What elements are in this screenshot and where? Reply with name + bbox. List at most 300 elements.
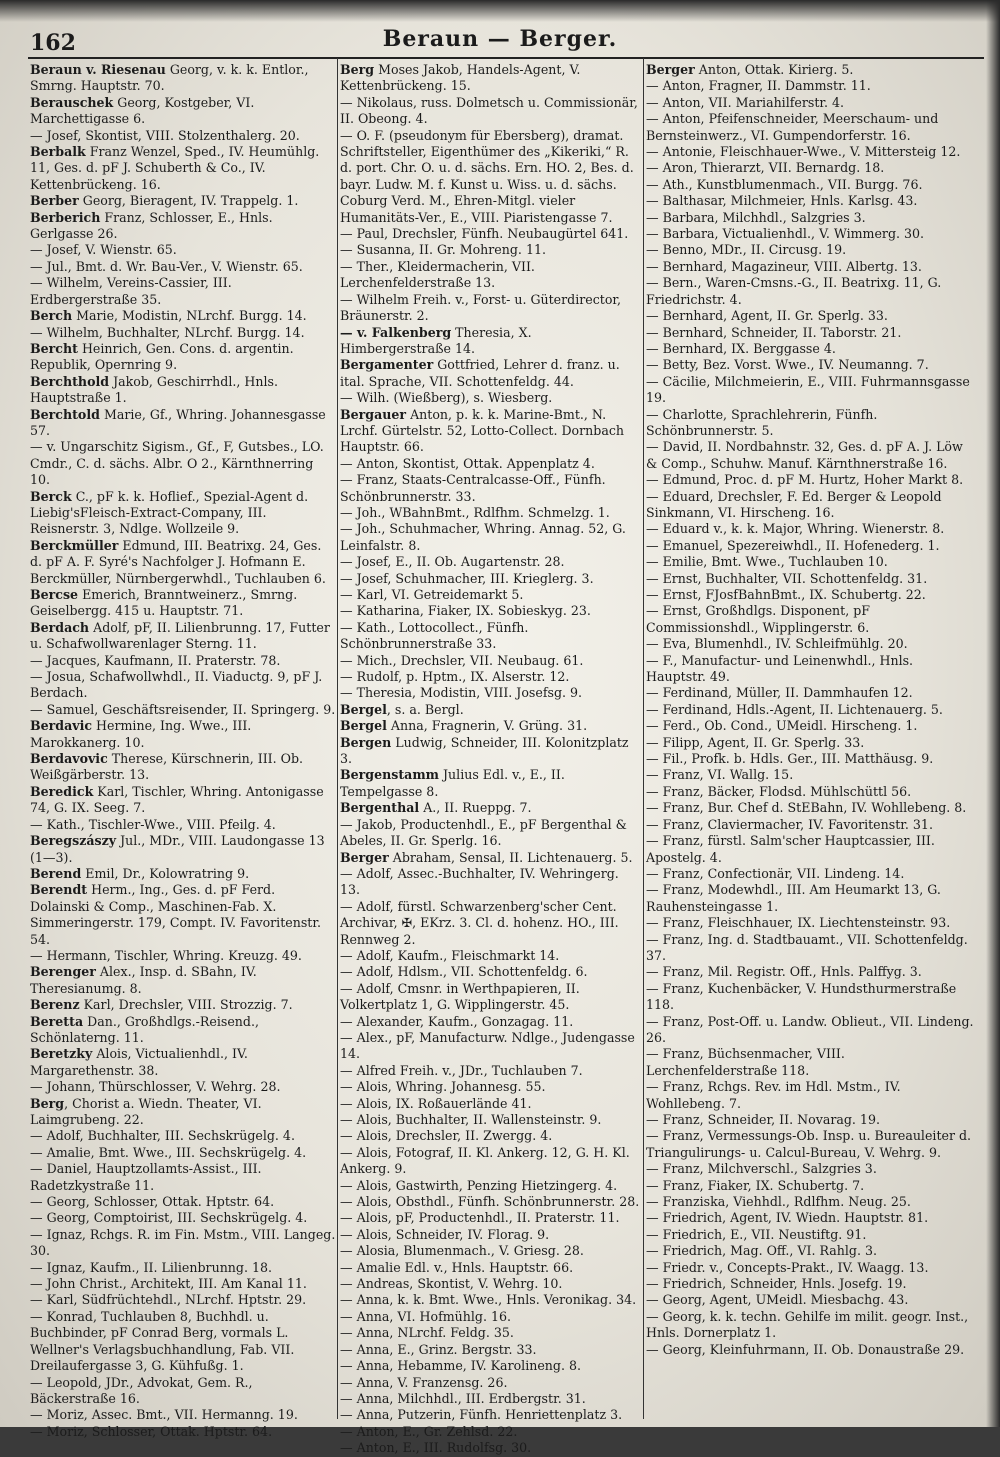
directory-entry <box>30 1128 336 1144</box>
entry-text: — Josef, Schuhmacher, III. Krieglerg. 3. <box>340 570 594 586</box>
entry-text: Therese, Kürschnerin, III. Ob. Weißgärberstr. 13. <box>30 751 304 783</box>
entry-text: — Franz, Bur. Chef d. StEBahn, IV. Wohllebeng. 8. <box>646 800 967 816</box>
directory-entry <box>30 407 336 440</box>
directory-entry <box>340 1276 642 1292</box>
entry-text: Moses Jakob, Handels-Agent, V. Kettenbrückeng. 15. <box>340 62 581 94</box>
entry-text: — Fil., Profk. b. Hdls. Ger., III. Matthäusg. 9. <box>646 751 934 767</box>
entry-text: — Alois, pF, Productenhdl., II. Praterstr. 11. <box>340 1210 620 1226</box>
entry-text: — Franz, Fiaker, IX. Schubertg. 7. <box>646 1177 865 1193</box>
entry-text: — Karl, VI. Getreidemarkt 5. <box>340 587 524 602</box>
entry-text: — Cäcilie, Milchmeierin, E., VIII. Fuhrmannsgasse 19. <box>646 373 970 406</box>
entry-text: — David, II. Nordbahnstr. 32, Ges. d. pF A. J. Löw & Comp., Schuhw. Manuf. Kärnthnerstraße 16. <box>646 439 963 471</box>
directory-entry <box>340 456 642 472</box>
directory-entry <box>646 735 976 751</box>
directory-entry <box>646 407 976 440</box>
entry-text: — Alosia, Blumenmach., V. Griesg. 28. <box>340 1243 584 1259</box>
directory-entry <box>340 1227 642 1243</box>
directory-entry <box>646 341 976 357</box>
entry-text: — Alex., pF, Manufacturw. Ndlge., Judengasse 14. <box>340 1029 635 1062</box>
entry-text: — Ernst, Großhdlgs. Disponent, pF Commissionshdl., Wipplingerstr. 6. <box>646 603 871 635</box>
directory-entry <box>340 866 642 899</box>
page-number: 162 <box>30 30 76 56</box>
directory-entry <box>30 1375 336 1408</box>
directory-entry <box>646 1260 976 1276</box>
directory-entry <box>340 1178 642 1194</box>
entry-text: A., II. Rueppg. 7. <box>419 800 532 816</box>
directory-entry <box>340 1260 642 1276</box>
directory-entry <box>646 932 976 965</box>
entry-text: — Franz, Ing. d. Stadtbauamt., VII. Schottenfeldg. 37. <box>646 931 968 963</box>
entry-text: — Anna, V. Franzensg. 26. <box>340 1374 508 1390</box>
entry-text: — Anna, k. k. Bmt. Wwe., Hnls. Veronikag. 34. <box>340 1292 637 1308</box>
directory-entry <box>340 1440 642 1456</box>
entry-text: — Johann, Thürschlosser, V. Wehrg. 28. <box>30 1079 281 1095</box>
entry-text: — Paul, Drechsler, Fünfh. Neubaugürtel 641. <box>340 226 629 242</box>
entry-text: , Chorist a. Wiedn. Theater, VI. Laimgrubeng. 22. <box>30 1095 262 1127</box>
entry-text: — Alois, Buchhalter, II. Wallensteinstr. 9. <box>340 1112 602 1127</box>
entry-text: — Josef, E., II. Ob. Augartenstr. 28. <box>340 554 565 570</box>
entry-surname: Berdach <box>30 619 90 635</box>
entry-surname: Berger <box>646 62 695 77</box>
directory-entry <box>30 1046 336 1079</box>
entry-text: — Anton, E., III. Rudolfsg. 30. <box>340 1440 532 1456</box>
entry-text: — Moriz, Assec. Bmt., VII. Hermanng. 19. <box>30 1407 298 1423</box>
directory-entry <box>646 1194 976 1210</box>
entry-text: — Katharina, Fiaker, IX. Sobieskyg. 23. <box>340 603 591 619</box>
directory-entry <box>340 325 642 358</box>
directory-entry <box>30 1079 336 1095</box>
entry-text: — Konrad, Tuchlauben 8, Buchhdl. u. Buchbinder, pF Conrad Berg, vormals L. Wellner's Verlagsbuchhandlung, Fab. VII. Dreilaufergasse 3, G. Kühfußg. 1. <box>30 1308 295 1374</box>
directory-entry <box>30 964 336 997</box>
entry-text: — Josua, Schafwollwhdl., II. Viaductg. 9, pF J. Berdach. <box>30 669 323 701</box>
directory-entry <box>30 669 336 702</box>
directory-entry <box>646 489 976 522</box>
entry-text: — Adolf, Cmsnr. in Werthpapieren, II. Volkertplatz 1, G. Wipplingerstr. 45. <box>340 980 580 1013</box>
entry-text: — Amalie Edl. v., Hnls. Hauptstr. 66. <box>340 1259 574 1275</box>
directory-entry <box>30 210 336 243</box>
directory-entry <box>646 177 976 193</box>
directory-entry <box>30 997 336 1013</box>
directory-entry <box>30 653 336 669</box>
entry-surname: Berberich <box>30 209 101 225</box>
entry-text: — Samuel, Geschäftsreisender, II. Springerg. 9. <box>30 701 336 717</box>
directory-entry <box>646 833 976 866</box>
entry-text: — Joh., Schuhmacher, Whring. Annag. 52, G. Leinfalstr. 8. <box>340 521 626 553</box>
entry-surname: — v. Falkenberg <box>340 324 452 340</box>
entry-text: — Ignaz, Kaufm., II. Lilienbrunng. 18. <box>30 1259 273 1275</box>
directory-entry <box>30 784 336 817</box>
entry-text: — Franz, Post-Off. u. Landw. Oblieut., VII. Lindeng. 26. <box>646 1013 974 1045</box>
entry-text: — Eduard, Drechsler, F. Ed. Berger & Leopold Sinkmann, VI. Hirscheng. 16. <box>646 488 942 520</box>
directory-entry <box>340 685 642 701</box>
directory-entry <box>340 702 642 718</box>
directory-entry <box>340 767 642 800</box>
entry-text: — Alois, Obsthdl., Fünfh. Schönbrunnerstr. 28. <box>340 1194 640 1210</box>
entry-surname: Berg <box>340 62 375 77</box>
entry-surname: Berckmüller <box>30 537 119 553</box>
entry-text: — Jul., Bmt. d. Wr. Bau-Ver., V. Wienstr. 65. <box>30 258 303 274</box>
entry-text: — Aron, Thierarzt, VII. Bernardg. 18. <box>646 160 885 176</box>
column-1 <box>30 62 336 1439</box>
entry-text: — Mich., Drechsler, VII. Neubaug. 61. <box>340 652 584 668</box>
entry-text: — Franz, Claviermacher, IV. Favoritenstr. 31. <box>646 816 933 832</box>
directory-entry <box>340 390 642 406</box>
entry-surname: Bercht <box>30 340 78 356</box>
entry-surname: Berg <box>30 1095 65 1111</box>
entry-text: Theresia, X. Himbergerstraße 14. <box>340 324 532 356</box>
entry-surname: Berenger <box>30 964 96 980</box>
directory-entry <box>646 784 976 800</box>
entry-text: — Alfred Freih. v., JDr., Tuchlauben 7. <box>340 1062 583 1078</box>
entry-text: — Friedrich, Schneider, Hnls. Josefg. 19. <box>646 1276 907 1292</box>
entry-text: Gottfried, Lehrer d. franz. u. ital. Sprache, VII. Schottenfeldg. 44. <box>340 357 620 389</box>
directory-entry <box>30 325 336 341</box>
entry-surname: Bergel <box>340 701 387 717</box>
entry-text: Ludwig, Schneider, III. Kolonitzplatz 3. <box>340 734 629 767</box>
entry-surname: Bergel <box>340 718 387 734</box>
directory-entry <box>340 1079 642 1095</box>
entry-text: — Nikolaus, russ. Dolmetsch u. Commissionär, II. Obeong. 4. <box>340 94 638 127</box>
directory-entry <box>646 325 976 341</box>
directory-entry <box>646 308 976 324</box>
entry-text: — Alois, Fotograf, II. Kl. Ankerg. 12, G. H. Kl. Ankerg. 9. <box>340 1144 630 1177</box>
directory-entry <box>340 850 642 866</box>
directory-entry <box>340 1325 642 1341</box>
entry-text: Emerich, Branntweinerz., Smrng. Geiselbergg. 415 u. Hauptstr. 71. <box>30 587 298 619</box>
directory-entry <box>646 111 976 144</box>
directory-entry <box>646 275 976 308</box>
directory-entry <box>646 636 976 652</box>
directory-entry <box>30 1096 336 1129</box>
entry-text: — Adolf, Hdlsm., VII. Schottenfeldg. 6. <box>340 964 588 980</box>
entry-text: — Alois, Gastwirth, Penzing Hietzingerg. 4. <box>340 1177 618 1193</box>
entry-text: — Georg, Kleinfuhrmann, II. Ob. Donaustraße 29. <box>646 1341 965 1357</box>
directory-entry <box>340 1145 642 1178</box>
directory-entry <box>340 292 642 325</box>
entry-text: — Antonie, Fleischhauer-Wwe., V. Mittersteig 12. <box>646 144 961 160</box>
entry-text: — Emanuel, Spezereiwhdl., II. Hofenederg. 1. <box>646 537 940 553</box>
entry-text: — Ferd., Ob. Cond., UMeidl. Hirscheng. 1. <box>646 718 918 734</box>
directory-entry <box>30 341 336 374</box>
entry-text: — Franz, VI. Wallg. 15. <box>646 767 794 783</box>
entry-text: — Franz, Mil. Registr. Off., Hnls. Palffyg. 3. <box>646 964 922 980</box>
directory-entry <box>30 489 336 538</box>
directory-entry <box>30 587 336 620</box>
entry-surname: Beregszászy <box>30 833 117 849</box>
directory-entry <box>30 95 336 128</box>
directory-entry <box>340 948 642 964</box>
directory-entry <box>646 1276 976 1292</box>
directory-entry <box>646 160 976 176</box>
directory-entry <box>646 1292 976 1308</box>
directory-entry <box>340 95 642 128</box>
entry-text: — Kath., Lottocollect., Fünfh. Schönbrunnerstraße 33. <box>340 619 529 652</box>
directory-entry <box>340 505 642 521</box>
entry-text: — Franz, Büchsenmacher, VIII. Lerchenfelderstraße 118. <box>646 1046 845 1078</box>
entry-text: Herm., Ing., Ges. d. pF Ferd. Dolainski & Comp., Maschinen-Fab. X. Simmeringerstr. 179, Compt. IV. Favoritenstr. 54. <box>30 882 321 947</box>
directory-entry <box>30 866 336 882</box>
directory-entry <box>646 1227 976 1243</box>
directory-entry <box>646 1079 976 1112</box>
directory-entry <box>340 1407 642 1423</box>
entry-text: — Franz, Vermessungs-Ob. Insp. u. Bureauleiter d. Triangulirungs- u. Calcul-Bureau, V. Wehrg. 9. <box>646 1128 972 1160</box>
column-rule <box>643 58 644 1419</box>
directory-entry <box>340 1342 642 1358</box>
entry-text: — Anna, Putzerin, Fünfh. Henriettenplatz 3. <box>340 1407 623 1423</box>
directory-entry <box>646 259 976 275</box>
entry-text: — Franz, Milchverschl., Salzgries 3. <box>646 1161 877 1177</box>
directory-entry <box>30 374 336 407</box>
directory-entry <box>30 817 336 833</box>
directory-entry <box>340 62 642 95</box>
directory-entry <box>646 571 976 587</box>
entry-surname: Berch <box>30 308 73 324</box>
entry-text: — Ferdinand, Hdls.-Agent, II. Lichtenauerg. 5. <box>646 701 943 717</box>
directory-entry <box>340 242 642 258</box>
entry-text: — Bernhard, Magazineur, VIII. Albertg. 13. <box>646 258 922 274</box>
directory-entry <box>646 981 976 1014</box>
entry-surname: Beretzky <box>30 1046 93 1062</box>
directory-entry <box>646 1342 976 1358</box>
entry-text: — Emilie, Bmt. Wwe., Tuchlauben 10. <box>646 554 888 570</box>
directory-entry <box>340 1391 642 1407</box>
directory-entry <box>646 751 976 767</box>
directory-entry <box>30 128 336 144</box>
directory-entry <box>340 1424 642 1440</box>
directory-entry <box>30 308 336 324</box>
entry-text: — Barbara, Milchhdl., Salzgries 3. <box>646 209 866 225</box>
entry-text: — Wilhelm, Vereins-Cassier, III. Erdbergerstraße 35. <box>30 275 232 307</box>
entry-text: Georg, Kostgeber, VI. Marchettigasse 6. <box>30 94 255 127</box>
directory-entry <box>340 735 642 768</box>
entry-text: — Adolf, fürstl. Schwarzenberg'scher Cent. Archivar, ✠, EKrz. 3. Cl. d. hohenz. HO., III. Rennweg 2. <box>340 898 619 947</box>
entry-text: — Jakob, Productenhdl., E., pF Bergenthal & Abeles, II. Gr. Sperlg. 16. <box>340 816 627 849</box>
entry-surname: Bergamenter <box>340 357 434 373</box>
directory-entry <box>340 1292 642 1308</box>
entry-text: — Andreas, Skontist, V. Wehrg. 10. <box>340 1276 563 1292</box>
directory-entry <box>646 521 976 537</box>
entry-text: — Wilhelm, Buchhalter, NLrchf. Burgg. 14. <box>30 324 305 340</box>
entry-text: Abraham, Sensal, II. Lichtenauerg. 5. <box>388 849 633 865</box>
directory-entry <box>646 817 976 833</box>
directory-entry <box>646 472 976 488</box>
directory-entry <box>646 800 976 816</box>
entry-text: — Anna, E., Grinz. Bergstr. 33. <box>340 1341 537 1357</box>
entry-text: Anton, Ottak. Kirierg. 5. <box>694 62 854 77</box>
entry-text: — Friedrich, Agent, IV. Wiedn. Hauptstr. 81. <box>646 1210 929 1226</box>
directory-entry <box>30 62 336 95</box>
entry-text: — Anton, E., Gr. Zehlsd. 22. <box>340 1423 518 1439</box>
directory-entry <box>30 1292 336 1308</box>
directory-entry <box>646 1014 976 1047</box>
entry-text: — Friedr. v., Concepts-Prakt., IV. Waagg. 13. <box>646 1259 929 1275</box>
entry-surname: Bergenthal <box>340 800 420 816</box>
entry-text: — Ath., Kunstblumenmach., VII. Burgg. 76. <box>646 176 923 192</box>
entry-text: — Susanna, II. Gr. Mohreng. 11. <box>340 242 546 258</box>
directory-entry <box>30 193 336 209</box>
entry-text: — Franz, Modewhdl., III. Am Heumarkt 13, G. Rauhensteingasse 1. <box>646 882 941 914</box>
entry-text: — Franz, Kuchenbäcker, V. Hundsthurmerstraße 118. <box>646 980 957 1013</box>
directory-entry <box>340 1096 642 1112</box>
directory-entry <box>646 702 976 718</box>
entry-text: — Georg, Schlosser, Ottak. Hptstr. 64. <box>30 1194 275 1210</box>
entry-text: — Adolf, Assec.-Buchhalter, IV. Wehringerg. 13. <box>340 865 619 898</box>
directory-entry <box>340 554 642 570</box>
directory-entry <box>30 1194 336 1210</box>
entry-text: — Alois, IX. Roßauerlände 41. <box>340 1095 532 1111</box>
entry-text: Franz Wenzel, Sped., IV. Heumühlg. 11, Ges. d. pF J. Schuberth & Co., IV. Kettenbrückeng. 16. <box>30 144 320 192</box>
column-3 <box>646 62 976 1421</box>
directory-entry <box>340 1375 642 1391</box>
entry-surname: Berbalk <box>30 144 86 160</box>
entry-surname: Berendt <box>30 882 88 898</box>
directory-entry <box>646 357 976 373</box>
entry-text: — Leopold, JDr., Advokat, Gem. R., Bäckerstraße 16. <box>30 1374 253 1406</box>
entry-text: Dan., Großhdlgs.-Reisend., Schönlaterng. 11. <box>30 1013 259 1045</box>
entry-surname: Bergen <box>340 734 392 750</box>
directory-entry <box>340 669 642 685</box>
directory-entry <box>340 357 642 390</box>
header-rule <box>28 57 984 59</box>
directory-entry <box>340 1309 642 1325</box>
entry-text: — Charlotte, Sprachlehrerin, Fünfh. Schönbrunnerstr. 5. <box>646 406 878 438</box>
entry-text: Adolf, pF, II. Lilienbrunng. 17, Futter u. Schafwollwarenlager Sterng. 11. <box>30 619 330 652</box>
directory-entry <box>646 1161 976 1177</box>
directory-entry <box>30 1014 336 1047</box>
directory-entry <box>340 899 642 948</box>
entry-surname: Beretta <box>30 1013 84 1029</box>
entry-text: — Franziska, Viehhdl., Rdlfhm. Neug. 25. <box>646 1194 911 1210</box>
entry-text: — Anna, Milchhdl., III. Erdbergstr. 31. <box>340 1390 586 1406</box>
directory-entry <box>30 1260 336 1276</box>
directory-entry <box>646 1128 976 1161</box>
entry-text: Karl, Tischler, Whring. Antonigasse 74, G. IX. Seeg. 7. <box>30 783 324 816</box>
entry-text: — Wilh. (Wießberg), s. Wiesberg. <box>340 390 553 406</box>
directory-entry <box>30 1407 336 1423</box>
directory-entry <box>340 1358 642 1374</box>
directory-entry <box>30 948 336 964</box>
entry-surname: Berenz <box>30 997 80 1013</box>
directory-entry <box>30 1145 336 1161</box>
directory-entry <box>646 1309 976 1342</box>
directory-entry <box>30 882 336 948</box>
directory-entry <box>340 620 642 653</box>
directory-entry <box>30 259 336 275</box>
directory-entry <box>340 1063 642 1079</box>
directory-entry <box>646 915 976 931</box>
entry-text: — v. Ungarschitz Sigism., Gf., F, Gutsbes., LO. Cmdr., C. d. sächs. Albr. O 2., Kärnthnerring 10. <box>30 439 324 488</box>
directory-entry <box>30 751 336 784</box>
entry-text: — Rudolf, p. Hptm., IX. Alserstr. 12. <box>340 669 570 685</box>
directory-entry <box>646 964 976 980</box>
entry-text: — Georg, k. k. techn. Gehilfe im milit. geogr. Inst., Hnls. Dornerplatz 1. <box>646 1308 969 1341</box>
entry-text: Marie, Modistin, NLrchf. Burgg. 14. <box>72 308 307 324</box>
entry-text: Georg, v. k. k. Entlor., Smrng. Hauptstr. 70. <box>30 62 309 94</box>
directory-entry <box>646 587 976 603</box>
directory-entry <box>646 95 976 111</box>
entry-text: — Karl, Südfrüchtehdl., NLrchf. Hptstr. 29. <box>30 1292 307 1308</box>
directory-entry <box>340 259 642 292</box>
directory-entry <box>340 472 642 505</box>
directory-entry <box>646 1112 976 1128</box>
directory-entry <box>646 685 976 701</box>
entry-text: — Anton, Skontist, Ottak. Appenplatz 4. <box>340 455 595 471</box>
directory-entry <box>340 653 642 669</box>
directory-entry <box>30 1276 336 1292</box>
directory-entry <box>30 1210 336 1226</box>
directory-entry <box>340 817 642 850</box>
directory-entry <box>30 242 336 258</box>
directory-entry <box>646 767 976 783</box>
entry-text: — Bernhard, Agent, II. Gr. Sperlg. 33. <box>646 308 888 324</box>
directory-entry <box>340 1030 642 1063</box>
entry-text: — Jacques, Kaufmann, II. Praterstr. 78. <box>30 652 281 668</box>
entry-text: — Georg, Agent, UMeidl. Miesbachg. 43. <box>646 1292 909 1308</box>
entry-text: — Anna, NLrchf. Feldg. 35. <box>340 1325 514 1341</box>
directory-entry <box>340 1243 642 1259</box>
entry-text: — Josef, Skontist, VIII. Stolzenthalerg. 20. <box>30 127 300 143</box>
directory-entry <box>340 571 642 587</box>
column-rule <box>337 58 338 1419</box>
directory-entry <box>646 1178 976 1194</box>
directory-entry <box>646 374 976 407</box>
directory-entry <box>30 1161 336 1194</box>
entry-text: — Alois, Schneider, IV. Florag. 9. <box>340 1226 550 1242</box>
entry-text: — Anna, Hebamme, IV. Karolineng. 8. <box>340 1358 581 1374</box>
entry-text: Anna, Fragnerin, V. Grüng. 31. <box>386 718 588 734</box>
entry-text: — Ferdinand, Müller, II. Dammhaufen 12. <box>646 685 913 701</box>
entry-text: — Ignaz, Rchgs. R. im Fin. Mstm., VIII. Langeg. 30. <box>30 1226 336 1259</box>
entry-text: Jakob, Geschirrhdl., Hnls. Hauptstraße 1. <box>30 373 278 406</box>
entry-text: — Anton, Pfeifenschneider, Meerschaum- und Bernsteinwerz., VI. Gumpendorferstr. 16. <box>646 111 939 143</box>
entry-text: — Moriz, Schlosser, Ottak. Hptstr. 64. <box>30 1423 273 1439</box>
entry-text: — Franz, Bäcker, Flodsd. Mühlschüttl 56. <box>646 783 912 799</box>
directory-entry <box>646 538 976 554</box>
directory-entry <box>30 275 336 308</box>
entry-text: — Franz, Confectionär, VII. Lindeng. 14. <box>646 865 905 881</box>
entry-text: — Benno, MDr., II. Circusg. 19. <box>646 242 847 258</box>
directory-entry <box>340 1112 642 1128</box>
entry-text: Edmund, III. Beatrixg. 24, Ges. d. pF A. F. Syré's Nachfolger J. Hofmann E. Berckmüller, Nürnbergerwhdl., Tuchlauben 6. <box>30 537 326 586</box>
entry-text: — John Christ., Architekt, III. Am Kanal 11. <box>30 1276 307 1292</box>
entry-text: — Bern., Waren-Cmsns.-G., II. Beatrixg. 11, G. Friedrichstr. 4. <box>646 275 942 307</box>
directory-entry <box>646 866 976 882</box>
entry-text: Franz, Schlosser, E., Hnls. Gerlgasse 26. <box>30 209 273 242</box>
entry-text: — Franz, Rchgs. Rev. im Hdl. Mstm., IV. Wohllebeng. 7. <box>646 1079 901 1111</box>
directory-entry <box>646 554 976 570</box>
directory-entry <box>646 882 976 915</box>
entry-text: — Betty, Bez. Vorst. Wwe., IV. Neumanng. 7. <box>646 357 929 373</box>
entry-text: Heinrich, Gen. Cons. d. argentin. Republik, Opernring 9. <box>30 340 294 373</box>
entry-surname: Bergenstamm <box>340 767 439 783</box>
directory-entry <box>340 981 642 1014</box>
entry-text: — Amalie, Bmt. Wwe., III. Sechskrügelg. 4. <box>30 1144 307 1160</box>
directory-entry <box>340 1014 642 1030</box>
entry-text: — Wilhelm Freih. v., Forst- u. Güterdirector, Bräunerstr. 2. <box>340 291 622 324</box>
entry-text: — Alois, Drechsler, II. Zwergg. 4. <box>340 1128 553 1144</box>
entry-surname: Bercse <box>30 587 79 602</box>
directory-entry <box>30 538 336 587</box>
entry-surname: Berdavic <box>30 718 93 734</box>
entry-surname: Berauschek <box>30 94 114 110</box>
directory-entry <box>340 1210 642 1226</box>
directory-entry <box>340 1194 642 1210</box>
directory-entry <box>340 800 642 816</box>
directory-entry <box>30 144 336 193</box>
directory-entry <box>30 1424 336 1440</box>
entry-text: — Georg, Comptoirist, III. Sechskrügelg. 4. <box>30 1210 308 1226</box>
directory-entry <box>340 521 642 554</box>
